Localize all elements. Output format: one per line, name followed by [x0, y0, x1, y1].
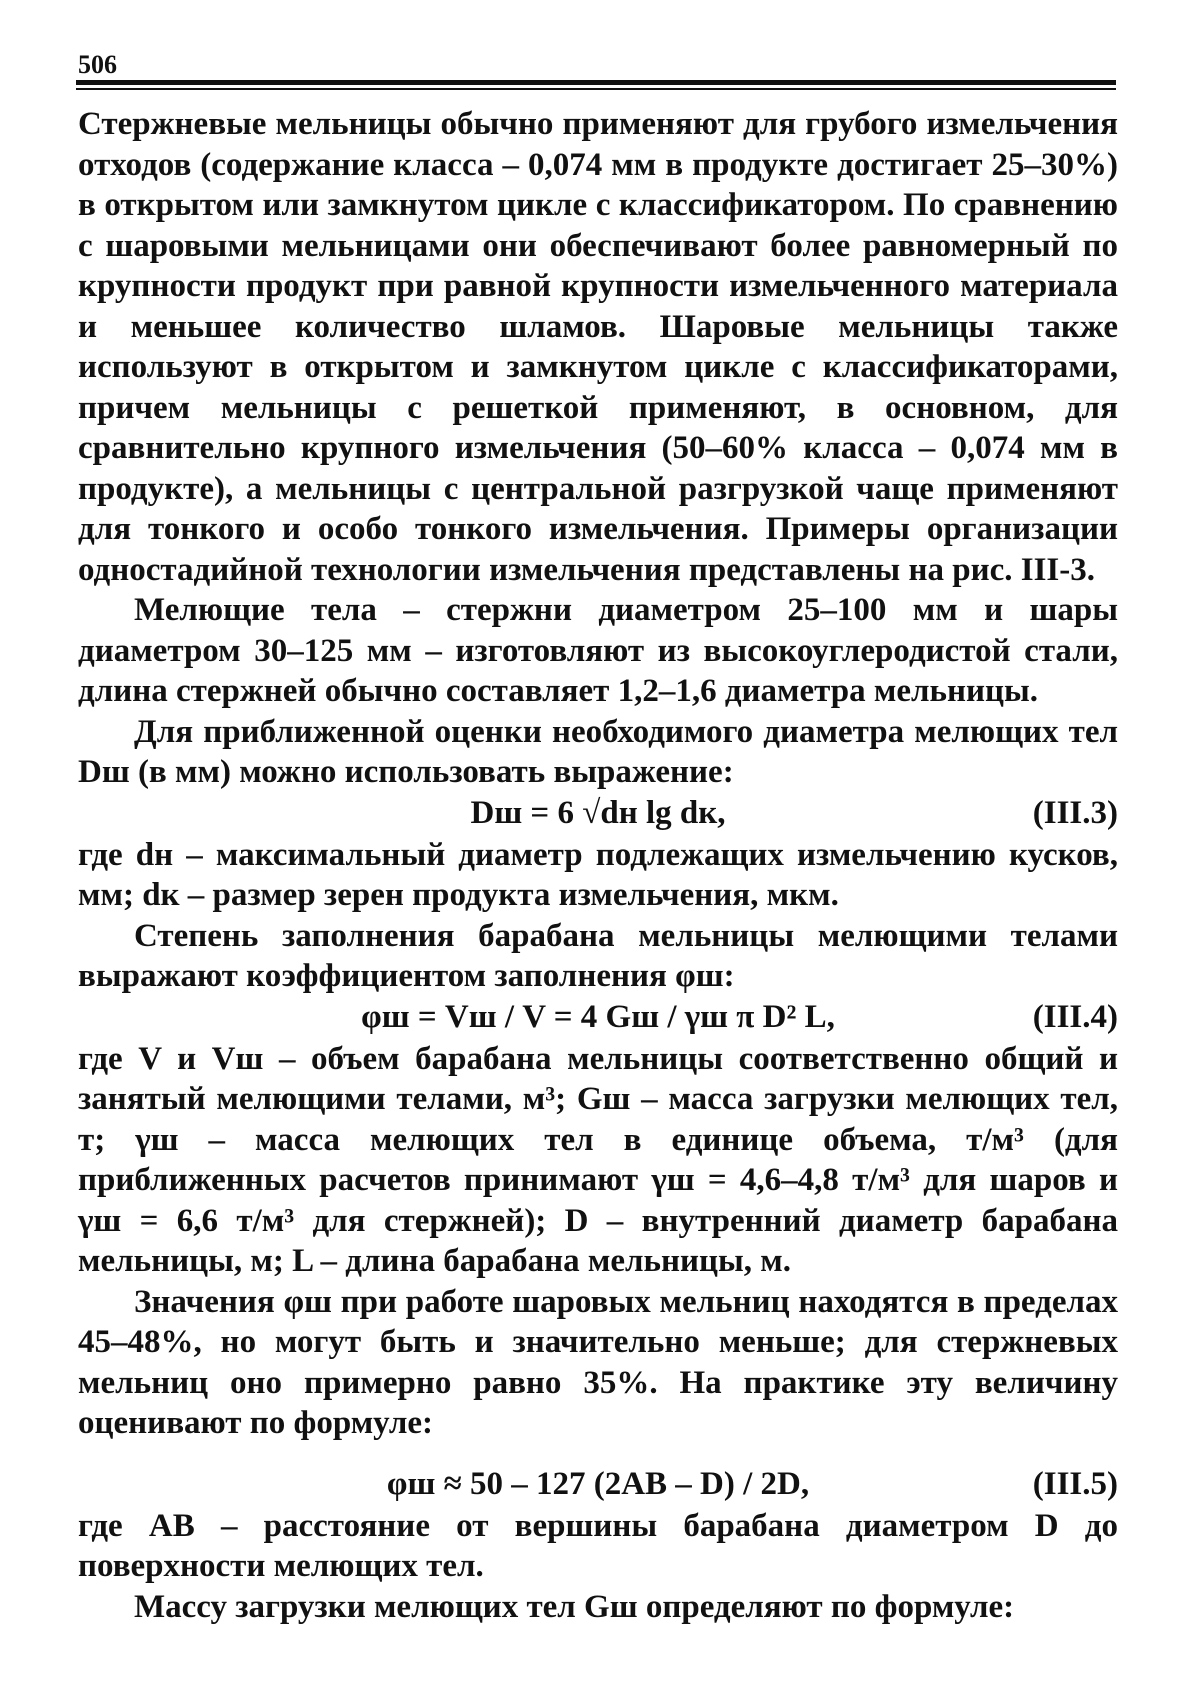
equation-number-iii3: (III.3) — [1032, 794, 1118, 831]
equation-number-iii5: (III.5) — [1032, 1465, 1118, 1502]
formula-iii4: φш = Vш / V = 4 Gш / γш π D² L, — [361, 998, 835, 1035]
paragraph-where-ab: где AB – расстояние от вершины барабана диаметром D до поверхности мелющих тел. — [78, 1507, 1118, 1584]
formula-row-iii5 — [78, 1464, 1118, 1506]
paragraph-rod-mills: Стержневые мельницы обычно применяют для грубого измельчения отходов (содержание класса – 0,074 мм в продукте достигает 25–30%) в открытом или замкнутом цикле с классификатором. По сравнению с шаровыми мельницами они обеспечивают более равномерный по крупности продукт при равной крупности измельченного материала и меньшее количество шламов. Шаровые мельницы также используют в открытом и замкнутом цикле с классификаторами, причем мельницы с решеткой применяют, в основном, для сравнительно крупного измельчения (50–60% класса – 0,074 мм в продукте), а мельницы с центральной разгрузкой чаще применяют для тонкого и особо тонкого измельчения. Примеры организации одностадийной технологии измельчения представлены на рис. III-3. — [78, 106, 1118, 588]
paragraph-fill-values: Значения φш при работе шаровых мельниц находятся в пределах 45–48%, но могут быть и значительно меньше; для стержневых мельниц оно примерно равно 35%. На практике эту величину оценивают по формуле: — [78, 1283, 1118, 1441]
formula-row-iii4 — [78, 997, 1118, 1039]
paragraph-fill-degree: Степень заполнения барабана мельницы мелющими телами выражают коэффициентом заполнения φш: — [78, 917, 1118, 994]
equation-number-iii4: (III.4) — [1032, 998, 1118, 1035]
formula-row-iii3 — [78, 793, 1118, 835]
formula-iii5: φш ≈ 50 – 127 (2AB – D) / 2D, — [386, 1465, 810, 1502]
page-number: 506 — [78, 50, 117, 79]
header-rule — [76, 80, 1116, 85]
header-rule-thin — [76, 88, 1116, 90]
paragraph-where-d: где dн – максимальный диаметр подлежащих измельчению кусков, мм; dк – размер зерен продукта измельчения, мкм. — [78, 836, 1118, 913]
paragraph-grinding-bodies: Мелющие тела – стержни диаметром 25–100 мм и шары диаметром 30–125 мм – изготовляют из высокоуглеродистой стали, длина стержней обычно составляет 1,2–1,6 диаметра мельницы. — [78, 592, 1118, 709]
formula-iii3: Dш = 6 √dн lg dк, — [470, 794, 726, 831]
paragraph-diameter-estimate: Для приближенной оценки необходимого диаметра мелющих тел Dш (в мм) можно использовать выражение: — [78, 713, 1118, 790]
paragraph-load-mass: Массу загрузки мелющих тел Gш определяют по формуле: — [134, 1588, 1015, 1625]
paragraph-where-v: где V и Vш – объем барабана мельницы соответственно общий и занятый мелющими телами, м³; Gш – масса загрузки мелющих тел, т; γш – масса мелющих тел в единице объема, т/м³ (для приближенных расчетов принимают γш = 4,6–4,8 т/м³ для шаров и γш = 6,6 т/м³ для стержней); D – внутренний диаметр барабана мельницы, м; L – длина барабана мельницы, м. — [78, 1040, 1118, 1279]
page-body — [78, 104, 1118, 1627]
